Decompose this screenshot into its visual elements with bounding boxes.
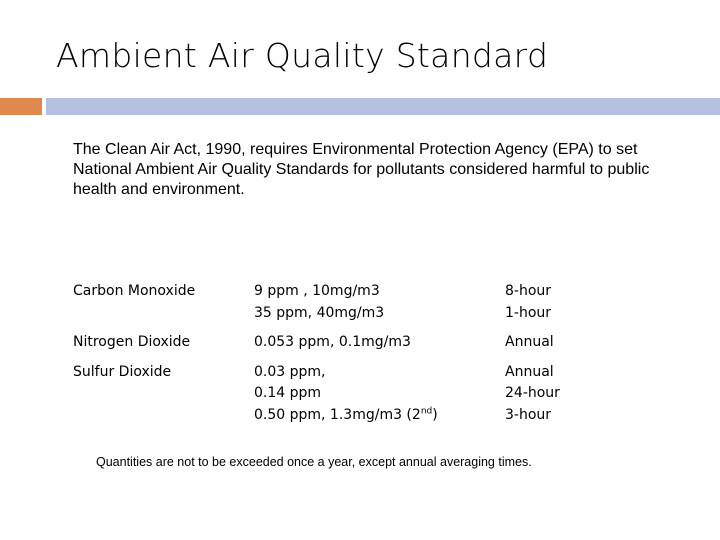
averaging-period: 1-hour — [505, 304, 552, 321]
title-rule-bar — [46, 98, 720, 115]
limit-values — [254, 281, 505, 324]
pollutant-name: Sulfur Dioxide — [73, 363, 172, 380]
limit-values — [254, 332, 505, 354]
limit-value — [254, 405, 505, 427]
table-row-sulfur-dioxide — [73, 362, 605, 427]
limit-value: 9 ppm , 10mg/m3 — [254, 283, 380, 299]
averaging-period: 3-hour — [505, 406, 552, 423]
limit-value: 0.14 ppm — [254, 385, 322, 401]
ordinal-superscript: nd — [420, 405, 433, 416]
averaging-period: 8-hour — [505, 283, 552, 299]
title-accent-bar — [0, 98, 42, 115]
averaging-period: Annual — [505, 334, 554, 350]
table-row-carbon-monoxide — [73, 281, 605, 324]
pollutant-name: Carbon Monoxide — [73, 283, 196, 299]
averaging-periods — [505, 332, 605, 354]
table-row-nitrogen-dioxide — [73, 332, 605, 354]
limit-value-text: 0.50 ppm, 1.3mg/m3 (2 — [254, 406, 421, 423]
averaging-period: Annual — [505, 363, 554, 380]
pollutant-name: Nitrogen Dioxide — [73, 334, 191, 350]
limit-value-suffix: ) — [432, 406, 438, 423]
standards-table — [73, 281, 605, 426]
averaging-periods — [505, 362, 605, 427]
slide-title: Ambient Air Quality Standard — [56, 36, 549, 75]
limit-value: 0.03 ppm, — [254, 363, 326, 380]
averaging-period: 24-hour — [505, 385, 560, 401]
averaging-periods — [505, 281, 605, 324]
intro-paragraph: The Clean Air Act, 1990, requires Environmental Protection Agency (EPA) to set National Ambient Air Quality Standards for pollutants considered harmful to public health and environment. — [73, 141, 650, 198]
limit-value: 0.053 ppm, 0.1mg/m3 — [254, 334, 411, 350]
footnote: Quantities are not to be exceeded once a year, except annual averaging times. — [96, 455, 532, 469]
limit-values — [254, 362, 505, 427]
limit-value: 35 ppm, 40mg/m3 — [254, 304, 385, 321]
